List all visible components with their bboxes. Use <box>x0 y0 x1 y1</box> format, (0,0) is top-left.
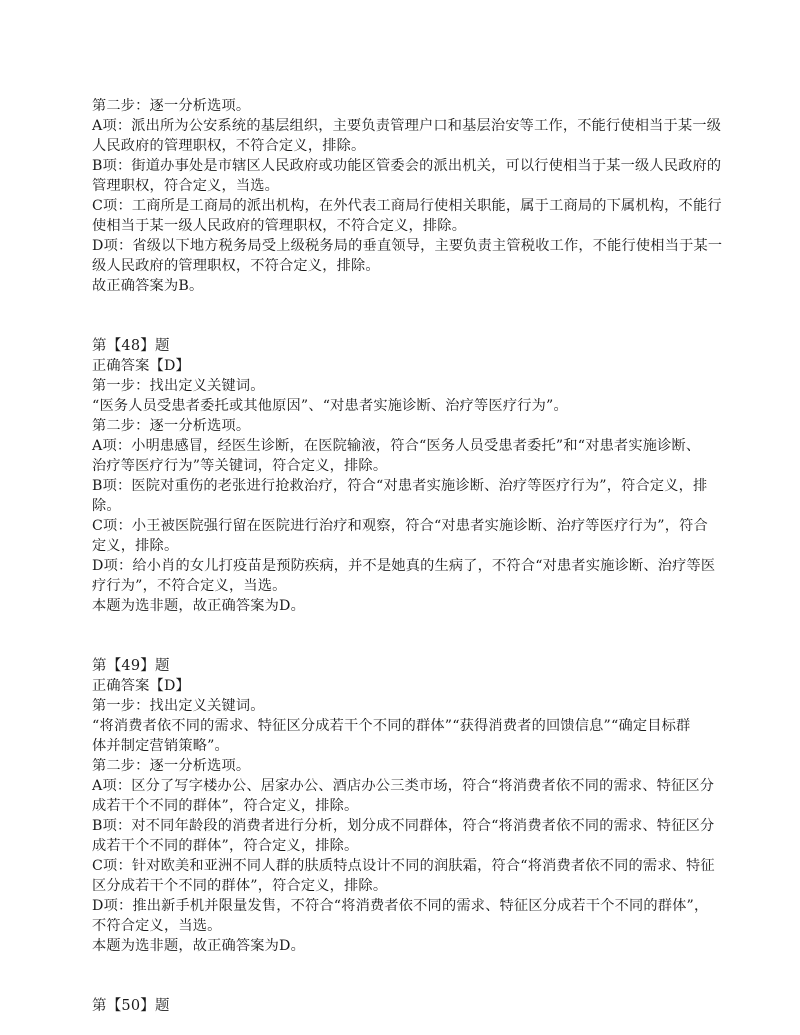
question-text-line: A项：区分了写字楼办公、居家办公、酒店办公三类市场，符合“将消费者依不同的需求、特征区分 <box>92 778 715 794</box>
question-text-line: 第一步：找出定义关键词。 <box>92 698 265 714</box>
question-49-block <box>92 656 715 956</box>
document-page <box>92 96 723 1016</box>
intro-line: 故正确答案为B。 <box>92 278 204 294</box>
question-text-line: 成若干个不同的群体”，符合定义，排除。 <box>92 798 359 814</box>
question-text-line: 本题为选非题，故正确答案为D。 <box>92 938 306 954</box>
question-text-line: 第二步：逐一分析选项。 <box>92 758 251 774</box>
question-text-line: C项：针对欧美和亚洲不同人群的肤质特点设计不同的润肤霜，符合“将消费者依不同的需求、特征 <box>92 858 715 874</box>
intro-block <box>92 96 723 296</box>
question-text-line: 第【50】题 <box>92 998 170 1014</box>
intro-line: 管理职权，符合定义，当选。 <box>92 178 280 194</box>
question-text-line: 区分成若干个不同的群体”，符合定义，排除。 <box>92 878 388 894</box>
intro-line: C项：工商所是工商局的派出机构，在外代表工商局行使相关职能，属于工商局的下属机构，不能行 <box>92 198 722 214</box>
question-text-line: 不符合定义，当选。 <box>92 918 222 934</box>
question-text-line: “将消费者依不同的需求、特征区分成若干个不同的群体”“获得消费者的回馈信息”“确定目标群 <box>92 718 691 734</box>
question-text-line: C项：小王被医院强行留在医院进行治疗和观察，符合“对患者实施诊断、治疗等医疗行为”，符合 <box>92 518 708 534</box>
section-gap <box>92 956 704 996</box>
question-text-line: B项：医院对重伤的老张进行抢救治疗，符合“对患者实施诊断、治疗等医疗行为”，符合定义，排 <box>92 478 708 494</box>
intro-line: D项：省级以下地方税务局受上级税务局的垂直领导，主要负责主管税收工作，不能行使相当于某一 <box>92 238 723 254</box>
question-text-line: “医务人员受患者委托或其他原因”、“对患者实施诊断、治疗等医疗行为”。 <box>92 398 568 414</box>
section-gap <box>92 296 704 336</box>
question-text-line: 除。 <box>92 498 121 514</box>
question-text-line: 第二步：逐一分析选项。 <box>92 418 251 434</box>
question-text-line: B项：对不同年龄段的消费者进行分析，划分成不同群体，符合“将消费者依不同的需求、特征区分 <box>92 818 715 834</box>
question-text-line: 定义，排除。 <box>92 538 179 554</box>
question-50-block <box>92 996 704 1016</box>
question-text-line: 正确答案【D】 <box>92 358 190 374</box>
intro-line: 人民政府的管理职权，不符合定义，排除。 <box>92 138 366 154</box>
question-text-line: D项：给小肖的女儿打疫苗是预防疾病，并不是她真的生病了，不符合“对患者实施诊断、治疗等医 <box>92 558 716 574</box>
intro-line: 级人民政府的管理职权，不符合定义，排除。 <box>92 258 380 274</box>
question-text-line: 第【49】题 <box>92 658 170 674</box>
question-text-line: 疗行为”，不符合定义，当选。 <box>92 578 287 594</box>
question-48-block <box>92 336 716 616</box>
question-text-line: 正确答案【D】 <box>92 678 190 694</box>
intro-line: A项：派出所为公安系统的基层组织，主要负责管理户口和基层治安等工作，不能行使相当于某一级 <box>92 118 722 134</box>
question-text-line: 成若干个不同的群体”，符合定义，排除。 <box>92 838 359 854</box>
intro-line: 第二步：逐一分析选项。 <box>92 98 251 114</box>
intro-line: 使相当于某一级人民政府的管理职权，不符合定义，排除。 <box>92 218 467 234</box>
question-text-line: D项：推出新手机并限量发售，不符合“将消费者依不同的需求、特征区分成若干个不同的群体”， <box>92 898 709 914</box>
question-text-line: A项：小明患感冒，经医生诊断，在医院输液，符合“医务人员受患者委托”和“对患者实施诊断、 <box>92 438 701 454</box>
intro-line: B项：街道办事处是市辖区人民政府或功能区管委会的派出机关，可以行使相当于某一级人民政府的 <box>92 158 722 174</box>
section-gap <box>92 616 704 656</box>
question-text-line: 本题为选非题，故正确答案为D。 <box>92 598 306 614</box>
question-text-line: 第一步：找出定义关键词。 <box>92 378 265 394</box>
question-text-line: 治疗等医疗行为”等关键词，符合定义，排除。 <box>92 458 388 474</box>
question-text-line: 第【48】题 <box>92 338 170 354</box>
question-text-line: 体并制定营销策略”。 <box>92 738 229 754</box>
